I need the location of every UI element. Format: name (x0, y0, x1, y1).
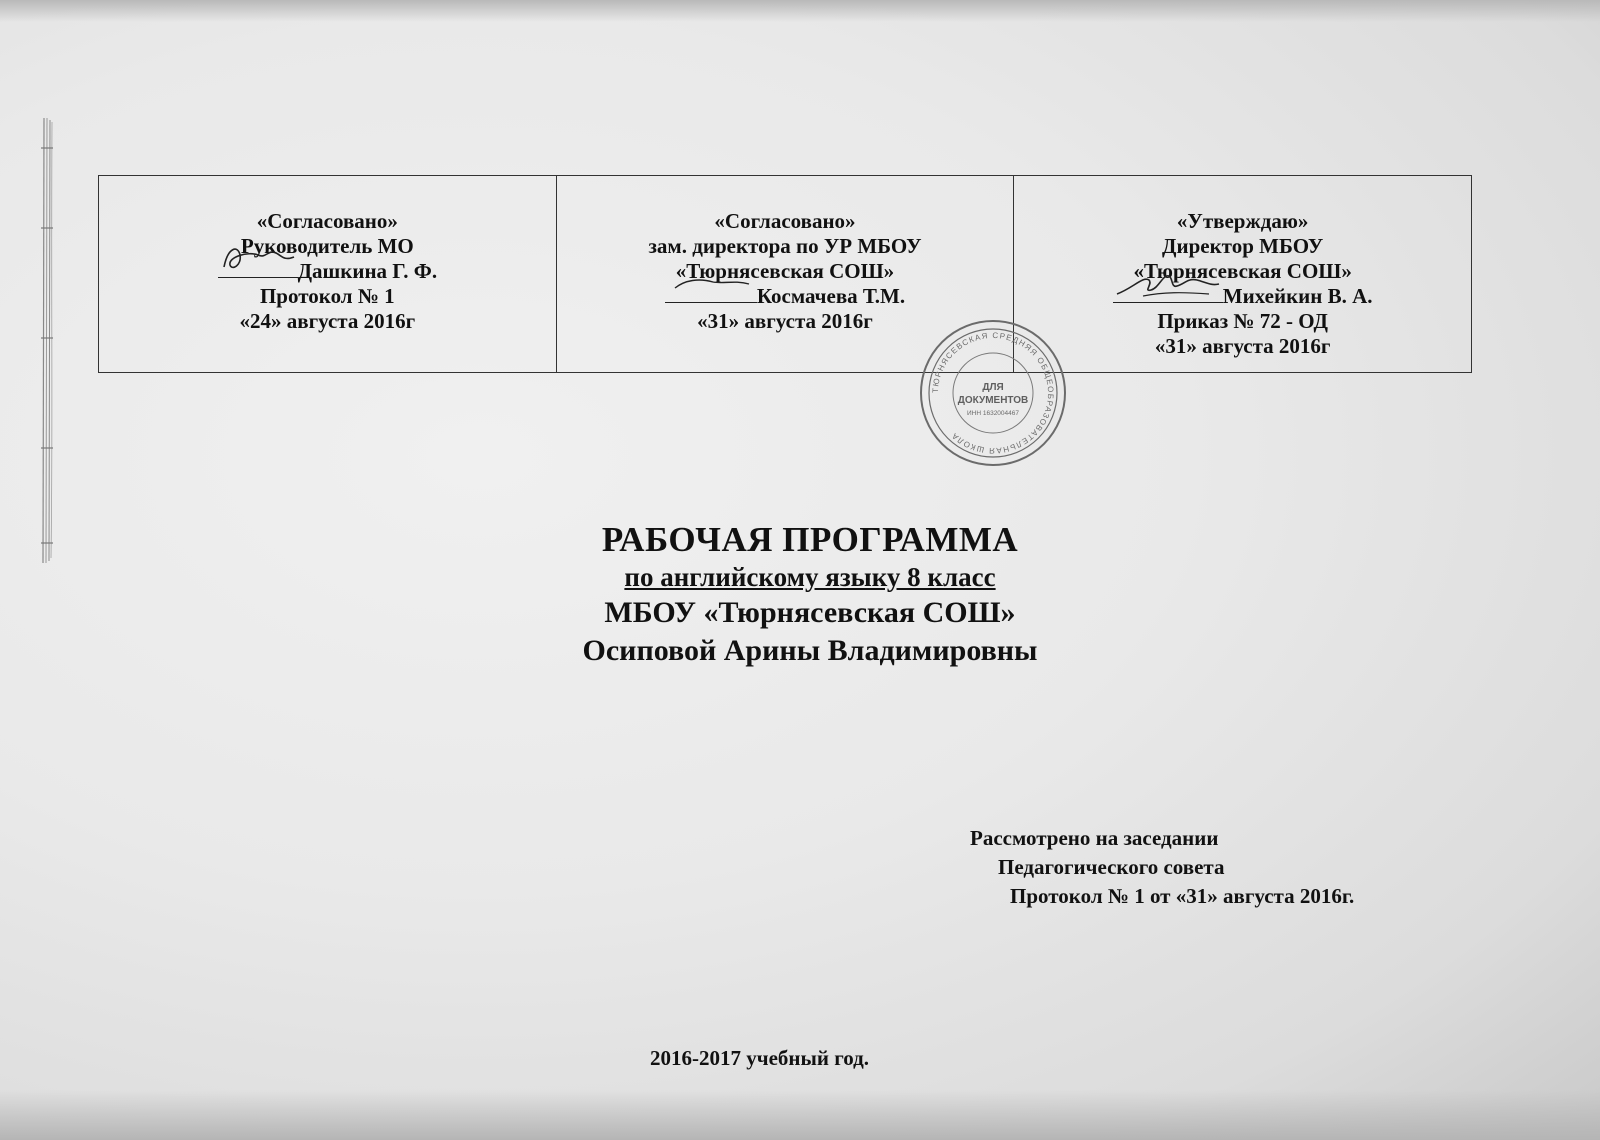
approval-cell-director (1014, 176, 1472, 373)
signature-line (665, 284, 757, 303)
program-subject: по английскому языку 8 класс (624, 562, 996, 592)
program-title-block (380, 520, 1240, 670)
approval-heading: «Согласовано» (714, 209, 856, 233)
approval-position: Директор МБОУ (1162, 234, 1324, 258)
approval-date: «31» августа 2016г (697, 309, 873, 333)
approval-organization: «Тюрнясевская СОШ» (675, 259, 895, 283)
svg-text:ТЮРНЯСЕВСКАЯ СРЕДНЯЯ ОБЩЕОБРАЗ: ТЮРНЯСЕВСКАЯ СРЕДНЯЯ ОБЩЕОБРАЗОВАТЕЛЬНАЯ ШКОЛА (930, 330, 1056, 456)
approval-date: «24» августа 2016г (239, 309, 416, 333)
binding-thread-icon (40, 118, 54, 563)
approval-date: «31» августа 2016г (1154, 334, 1331, 358)
council-line-2: Педагогического совета (998, 855, 1225, 879)
program-teacher: Осиповой Арины Владимировны (582, 634, 1038, 667)
approval-document: Приказ № 72 - ОД (1157, 309, 1328, 333)
signature-row (1015, 284, 1470, 309)
svg-text:ИНН 1632004467: ИНН 1632004467 (966, 410, 1020, 417)
handwritten-signature-icon (218, 241, 298, 275)
approval-signatory: Дашкина Г. Ф. (297, 259, 438, 283)
approval-heading: «Утверждаю» (1176, 209, 1309, 233)
approval-table (98, 175, 1472, 373)
approval-position: Руководитель МО (240, 234, 414, 258)
signature-line (218, 259, 298, 278)
approval-document: Протокол № 1 (259, 284, 395, 308)
council-line-1: Рассмотрено на заседании (970, 826, 1219, 850)
approval-organization: «Тюрнясевская СОШ» (1133, 259, 1352, 283)
approval-heading: «Согласовано» (256, 209, 398, 233)
academic-year: 2016-2017 учебный год. (650, 1046, 870, 1070)
program-title: РАБОЧАЯ ПРОГРАММА (601, 520, 1019, 559)
svg-text:ДОКУМЕНТОВ: ДОКУМЕНТОВ (957, 395, 1029, 406)
approval-signatory: Космачева Т.М. (756, 284, 906, 308)
program-school: МБОУ «Тюрнясевская СОШ» (604, 596, 1016, 629)
signature-row (558, 284, 1013, 309)
svg-text:ДЛЯ: ДЛЯ (982, 382, 1004, 393)
scan-shadow-top (0, 0, 1600, 22)
school-stamp-icon (918, 318, 1068, 468)
approval-cell-mo (99, 176, 557, 373)
approval-position: зам. директора по УР МБОУ (648, 234, 922, 258)
handwritten-signature-icon (665, 266, 757, 296)
signature-row (100, 259, 555, 284)
signature-line (1113, 284, 1223, 303)
handwritten-signature-icon (1113, 266, 1223, 302)
approval-signatory: Михейкин В. А. (1222, 284, 1373, 308)
scan-shadow-bottom (0, 1090, 1600, 1140)
council-approval (960, 824, 1354, 911)
council-line-3: Протокол № 1 от «31» августа 2016г. (1010, 884, 1355, 908)
